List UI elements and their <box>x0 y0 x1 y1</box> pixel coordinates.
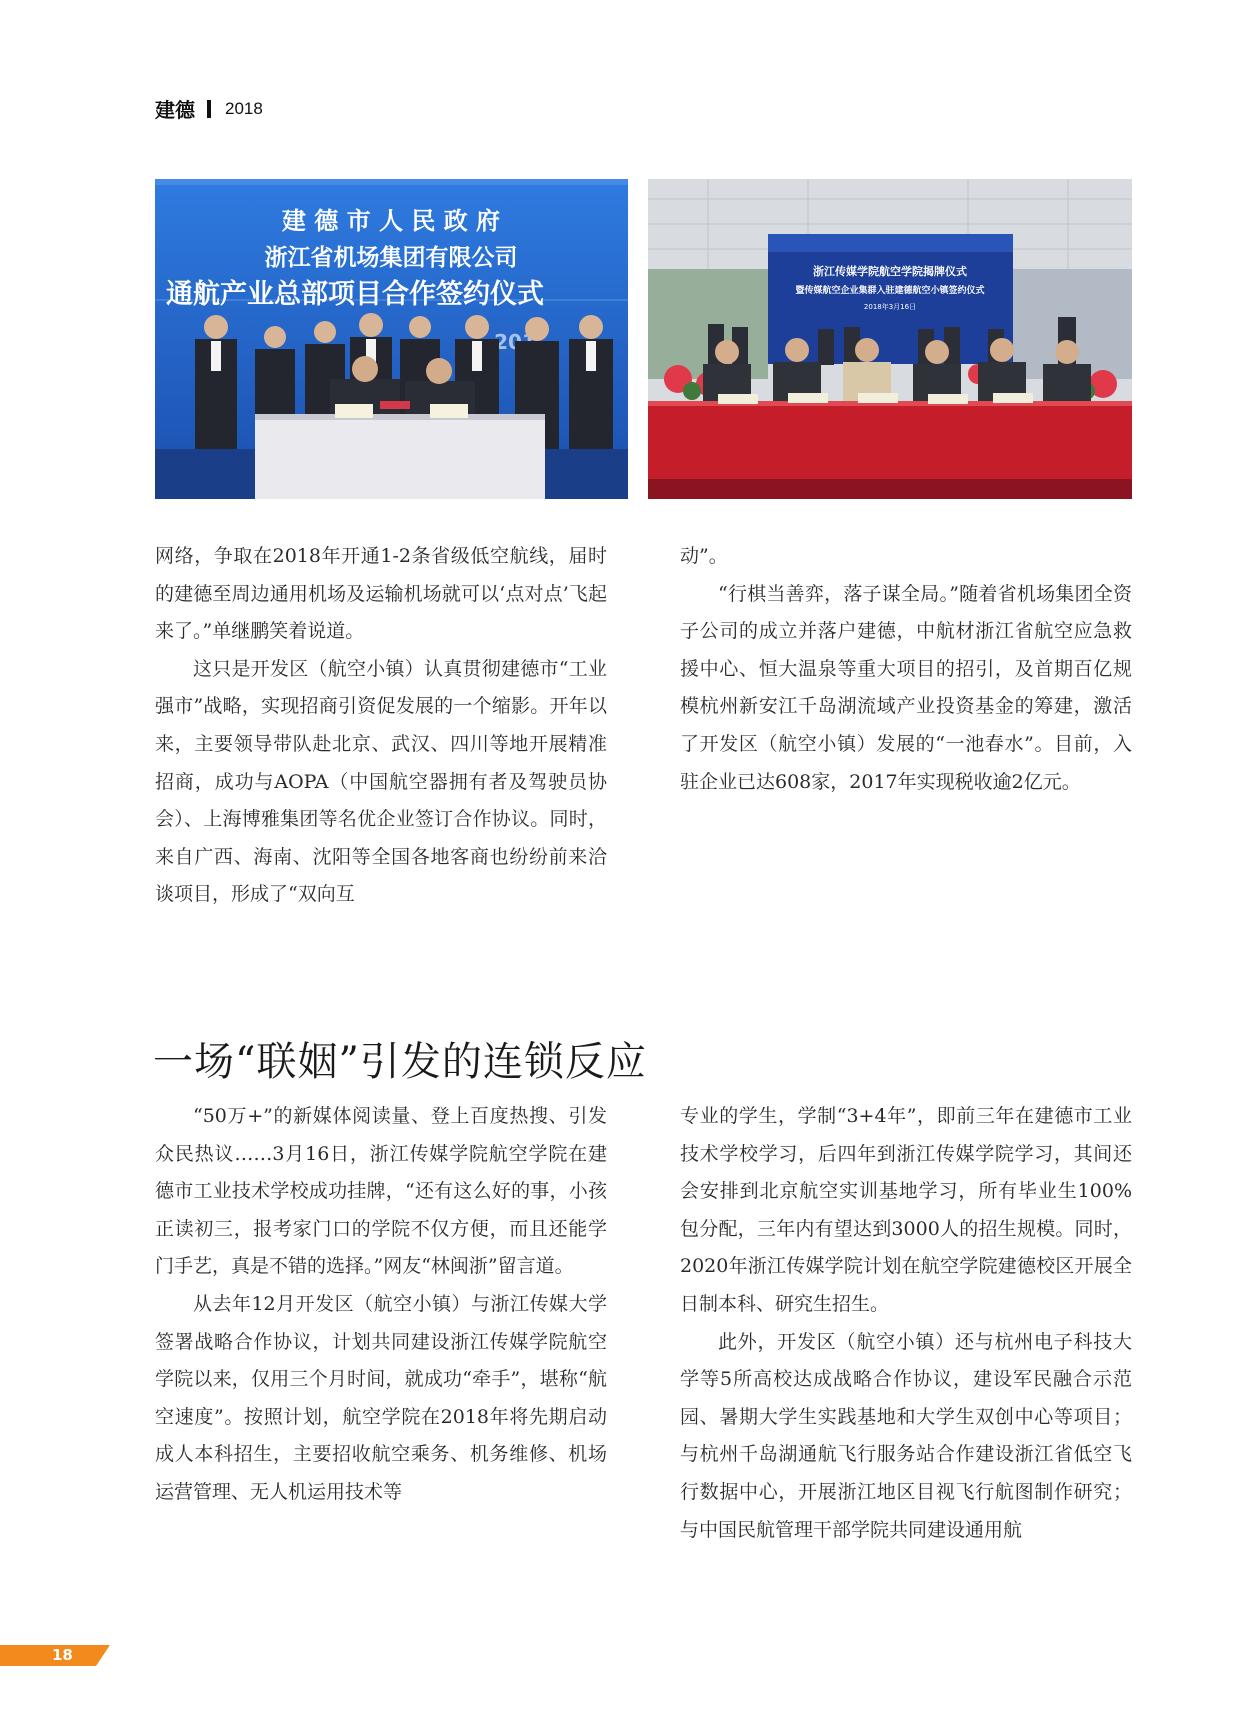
left-banner-line-1: 建 德 市 人 民 政 府 <box>281 207 501 235</box>
photo-signing-ceremony-government <box>155 179 628 499</box>
running-header <box>155 94 263 123</box>
article1-paragraph-3: 动”。 <box>680 545 728 567</box>
photo-signing-ceremony-university <box>648 179 1132 499</box>
article1-left-column <box>155 538 607 914</box>
section-title: 一场“联姻”引发的连锁反应 <box>153 1039 647 1085</box>
article1-paragraph-1: 网络，争取在2018年开通1-2条省级低空航线，届时的建德至周边通用机场及运输机场就可以‘点对点’飞起来了。”单继鹏笑着说道。 <box>155 545 607 643</box>
page-number: 18 <box>52 1646 73 1664</box>
article2-left-column <box>155 1098 607 1512</box>
article2-paragraph-2: 从去年12月开发区（航空小镇）与浙江传媒大学签署战略合作协议，计划共同建设浙江传媒学院航空学院以来，仅用三个月时间，就成功“牵手”，堪称“航空速度”。按照计划，航空学院在2018年将先期启动成人本科招生，主要招收航空乘务、机务维修、机场运营管理、无人机运用技术等 <box>155 1292 607 1503</box>
article2-right-column <box>680 1098 1132 1549</box>
photo-right-illustration <box>648 179 1132 499</box>
article1-right-column <box>680 538 1132 801</box>
left-banner-line-2: 浙江省机场集团有限公司 <box>264 245 518 271</box>
page-folio <box>0 1645 110 1666</box>
article2-paragraph-3: 专业的学生，学制“3+4年”，即前三年在建德市工业技术学校学习，后四年到浙江传媒学院学习，其间还会安排到北京航空实训基地学习，所有毕业生100%包分配，三年内有望达到3000人的招生规模。同时，2020年浙江传媒学院计划在航空学院建德校区开展全日制本科、研究生招生。 <box>680 1105 1132 1315</box>
photo-left-illustration <box>155 179 628 499</box>
right-banner-date: 2018年3月16日 <box>863 303 917 311</box>
article1-paragraph-4: “行棋当善弈，落子谋全局。”随着省机场集团全资子公司的成立并落户建德，中航材浙江省航空应急救援中心、恒大温泉等重大项目的招引，及首期百亿规模杭州新安江千岛湖流域产业投资基金的筹建，激活了开发区（航空小镇）发展的“一池春水”。目前，入驻企业已达608家，2017年实现税收逾2亿元。 <box>680 582 1132 793</box>
header-divider <box>207 100 211 118</box>
article2-paragraph-4: 此外，开发区（航空小镇）还与杭州电子科技大学等5所高校达成战略合作协议，建设军民融合示范园、暑期大学生实践基地和大学生双创中心等项目；与杭州千岛湖通航飞行服务站合作建设浙江省低空飞行数据中心，开展浙江地区目视飞行航图制作研究；与中国民航管理干部学院共同建设通用航 <box>680 1330 1132 1541</box>
right-banner-line-1: 浙江传媒学院航空学院揭牌仪式 <box>813 265 967 278</box>
article2-paragraph-1: “50万+”的新媒体阅读量、登上百度热搜、引发众民热议……3月16日，浙江传媒学院航空学院在建德市工业技术学校成功挂牌，“还有这么好的事，小孩正读初三，报考家门口的学院不仅方便，而且还能学门手艺，真是不错的选择。”网友“林闽浙”留言道。 <box>155 1105 607 1278</box>
left-banner-line-3: 通航产业总部项目合作签约仪式 <box>166 279 544 310</box>
right-banner-line-2: 暨传媒航空企业集群入驻建德航空小镇签约仪式 <box>795 286 985 296</box>
article1-paragraph-2: 这只是开发区（航空小镇）认真贯彻建德市“工业强市”战略，实现招商引资促发展的一个缩影。开年以来，主要领导带队赴北京、武汉、四川等地开展精准招商，成功与AOPA（中国航空器拥有者及驾驶员协会）、上海博雅集团等名优企业签订合作协议。同时，来自广西、海南、沈阳等全国各地客商也纷纷前来洽谈项目，形成了“双向互 <box>155 657 607 906</box>
publication-name: 建德 <box>155 98 195 122</box>
publication-year: 2018 <box>225 98 263 118</box>
